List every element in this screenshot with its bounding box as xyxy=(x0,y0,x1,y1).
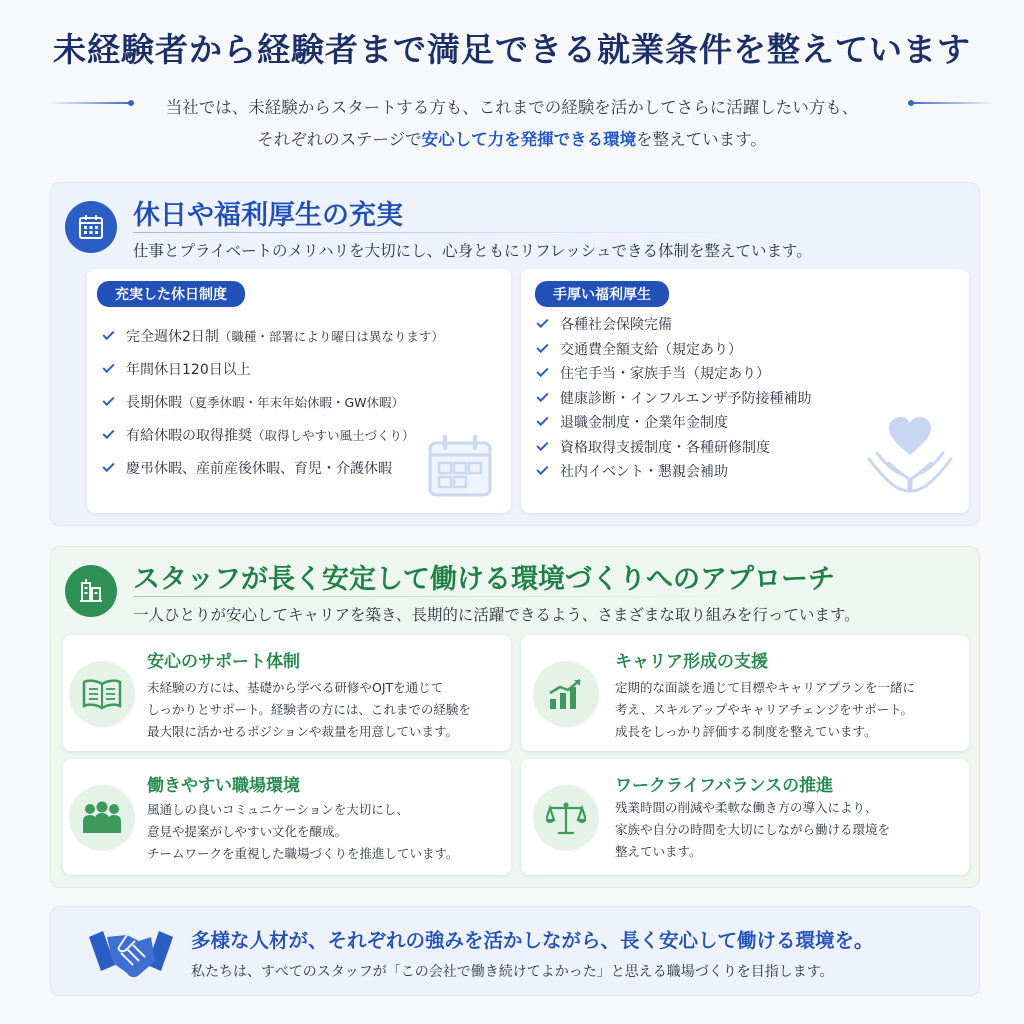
work-life-balance-card xyxy=(521,759,969,875)
holiday-system-card xyxy=(87,269,511,513)
check-icon xyxy=(536,390,548,402)
card-title: 安心のサポート体制 xyxy=(147,652,300,672)
list-item: 各種社会保険完備 xyxy=(537,312,811,337)
holiday-list xyxy=(103,319,444,484)
holidays-welfare-section xyxy=(50,182,980,526)
check-icon xyxy=(102,360,114,372)
list-item: 慶弔休暇、産前産後休暇、育児・介護休暇 xyxy=(103,451,444,484)
list-item: 交通費全額支給（規定あり） xyxy=(537,337,811,362)
balance-scale-icon xyxy=(533,785,599,851)
holiday-card-label: 充実した休日制度 xyxy=(97,281,245,307)
card-title: ワークライフバランスの推進 xyxy=(615,776,834,796)
welfare-list xyxy=(537,312,811,484)
growth-chart-icon xyxy=(533,661,599,727)
list-item: 退職金制度・企業年金制度 xyxy=(537,410,811,435)
card-body: 定期的な面談を通じて目標やキャリアプランを一緒に 考え、スキルアップやキャリアチェンジをサポート。 成長をしっかり評価する制度を整えています。 xyxy=(615,680,916,739)
list-item: 長期休暇 （夏季休暇・年末年始休暇・GW休暇） xyxy=(103,385,444,418)
page-title: 未経験者から経験者まで満足できる就業条件を整えています xyxy=(53,30,971,69)
section-title: 休日や福利厚生の充実 xyxy=(133,200,403,231)
closing-subtitle: 私たちは、すべてのスタッフが「この会社で働き続けてよかった」と思える職場づくりを目指します。 xyxy=(191,964,834,980)
intro-line-2 xyxy=(0,124,1024,156)
card-title: 働きやすい職場環境 xyxy=(147,776,300,796)
list-item: 資格取得支援制度・各種研修制度 xyxy=(537,435,811,460)
intro-line-2-post: を整えています。 xyxy=(636,130,767,149)
card-body: 残業時間の削減や柔軟な働き方の導入により、 家族や自分の時間を大切にしながら働ける環境を 整えています。 xyxy=(615,800,891,859)
book-icon xyxy=(69,661,135,727)
section-title-underline xyxy=(133,596,733,597)
card-body: 未経験の方には、基礎から学べる研修やOJTを通じて しっかりとサポート。経験者の方には、これまでの経験を 最大限に活かせるポジションや裁量を用意しています。 xyxy=(147,680,471,739)
closing-title: 多様な人材が、それぞれの強みを活かしながら、長く安心して働ける環境を。 xyxy=(191,929,874,952)
career-card xyxy=(521,635,969,751)
intro-text xyxy=(0,92,1024,156)
building-icon xyxy=(65,565,117,617)
closing-banner xyxy=(50,906,980,996)
list-item: 社内イベント・懇親会補助 xyxy=(537,459,811,484)
section-title: スタッフが長く安定して働ける環境づくりへのアプローチ xyxy=(133,564,835,595)
check-icon xyxy=(536,414,548,426)
welfare-card-label: 手厚い福利厚生 xyxy=(535,281,669,307)
approach-section xyxy=(50,546,980,888)
check-icon xyxy=(536,365,548,377)
handshake-icon xyxy=(89,923,173,981)
section-subtitle: 仕事とプライベートのメリハリを大切にし、心身ともにリフレッシュできる体制を整えています。 xyxy=(133,242,812,260)
calendar-illustration-icon xyxy=(427,435,493,499)
calendar-icon xyxy=(65,201,117,253)
intro-line-2-pre: それぞれのステージで xyxy=(257,130,422,149)
workplace-card xyxy=(63,759,511,875)
heart-hands-icon xyxy=(865,415,955,499)
check-icon xyxy=(536,463,548,475)
list-item: 健康診断・インフルエンザ予防接種補助 xyxy=(537,386,811,411)
list-item: 年間休日120日以上 xyxy=(103,352,444,385)
check-icon xyxy=(102,459,114,471)
card-body: 風通しの良いコミュニケーションを大切にし、 意見や提案がしやすい文化を醸成。 チームワークを重視した職場づくりを推進しています。 xyxy=(147,802,459,861)
list-item: 有給休暇の取得推奨 （取得しやすい風土づくり） xyxy=(103,418,444,451)
check-icon xyxy=(536,316,548,328)
card-title: キャリア形成の支援 xyxy=(615,652,768,672)
section-title-underline xyxy=(133,232,733,233)
section-subtitle: 一人ひとりが安心してキャリアを築き、長期的に活躍できるよう、さまざまな取り組みを行っています。 xyxy=(133,606,860,624)
intro-line-1: 当社では、未経験からスタートする方も、これまでの経験を活かしてさらに活躍したい方も、 xyxy=(165,98,859,117)
check-icon xyxy=(102,393,114,405)
support-card xyxy=(63,635,511,751)
list-item: 住宅手当・家族手当（規定あり） xyxy=(537,361,811,386)
check-icon xyxy=(536,341,548,353)
list-item: 完全週休2日制 （職種・部署により曜日は異なります） xyxy=(103,319,444,352)
intro-highlight: 安心して力を発揮できる環境 xyxy=(421,130,637,149)
team-icon xyxy=(69,785,135,851)
check-icon xyxy=(102,426,114,438)
check-icon xyxy=(536,439,548,451)
welfare-card xyxy=(521,269,969,513)
check-icon xyxy=(102,327,114,339)
